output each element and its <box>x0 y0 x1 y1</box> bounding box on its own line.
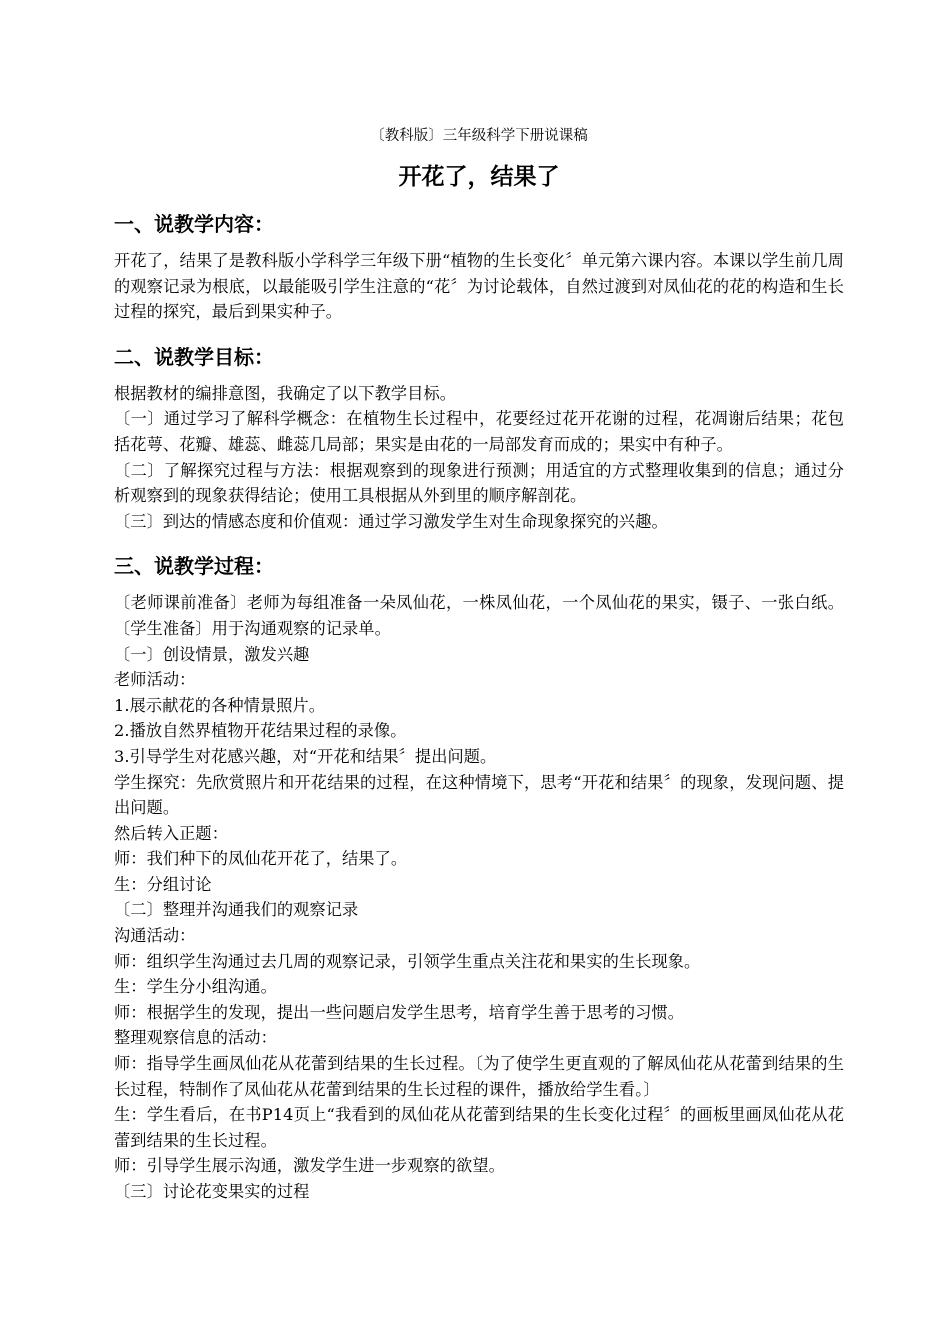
paragraph: 2.播放自然界植物开花结果过程的录像。 <box>114 721 407 741</box>
section-heading: 二、说教学目标： <box>114 344 274 369</box>
paragraph: 整理观察信息的活动： <box>114 1028 277 1048</box>
paragraph: 〔三〕讨论花变果实的过程 <box>114 1182 310 1201</box>
paragraph: 沟通活动： <box>114 926 196 946</box>
document-subtitle: 〔教科版〕三年级科学下册说课稿 <box>370 128 588 144</box>
paragraph: 然后转入正题： <box>114 823 229 843</box>
paragraph: 生：学生看后，在书P14页上“我看到的凤仙花从花蕾到结果的生长变化过程〞的画板里画凤仙花从花蕾到结果的生长过程。 <box>114 1105 844 1150</box>
paragraph: 〔一〕创设情景，激发兴趣 <box>114 644 310 664</box>
paragraph: 1.展示献花的各种情景照片。 <box>114 695 326 715</box>
document-page <box>114 120 844 1205</box>
paragraph: 3.引导学生对花感兴趣，对“开花和结果〞提出问题。 <box>114 746 497 766</box>
section-heading: 一、说教学内容： <box>114 212 274 236</box>
paragraph: 师：我们种下的凤仙花开花了，结果了。 <box>114 849 408 869</box>
paragraph: 根据教材的编排意图，我确定了以下教学目标。 <box>114 383 457 403</box>
paragraph: 师：根据学生的发现，提出一些问题启发学生思考，培育学生善于思考的习惯。 <box>114 1002 685 1022</box>
document-title: 开花了，结果了 <box>398 164 560 190</box>
section-heading: 三、说教学过程： <box>114 554 274 579</box>
paragraph: 老师活动： <box>114 670 196 690</box>
paragraph: 师：指导学生画凤仙花从花蕾到结果的生长过程。〔为了使学生更直观的了解凤仙花从花蕾到结果的生长过程，特制作了凤仙花从花蕾到结果的生长过程的课件，播放给学生看。〕 <box>114 1054 844 1099</box>
paragraph: 学生探究：先欣赏照片和开花结果的过程，在这种情境下，思考“开花和结果〞的现象，发现问题、提出问题。 <box>114 772 844 818</box>
paragraph: 〔二〕整理并沟通我们的观察记录 <box>114 900 359 920</box>
section-teaching-content <box>114 210 844 325</box>
paragraph: 生：分组讨论 <box>114 874 212 894</box>
paragraph: 师：组织学生沟通过去几周的观察记录，引领学生重点关注花和果实的生长现象。 <box>114 951 701 971</box>
paragraph: 开花了，结果了是教科版小学科学三年级下册“植物的生长变化〞单元第六课内容。本课以学生前几周的观察记录为根底，以最能吸引学生注意的“花〞为讨论载体，自然过渡到对凤仙花的花的构造和生长过程的探究，最后到果实种子。 <box>114 251 844 322</box>
section-teaching-process <box>114 552 844 1204</box>
paragraph: 生：学生分小组沟通。 <box>114 977 277 997</box>
paragraph: 〔三〕到达的情感态度和价值观：通过学习激发学生对生命现象探究的兴趣。 <box>114 511 668 531</box>
paragraph: 师：引导学生展示沟通，激发学生进一步观察的欲望。 <box>114 1156 505 1176</box>
paragraph: 〔一〕通过学习了解科学概念：在植物生长过程中，花要经过花开花谢的过程，花凋谢后结果；花包括花萼、花瓣、雄蕊、雌蕊几局部；果实是由花的一局部发育而成的；果实中有种子。 <box>114 409 844 454</box>
paragraph: 〔二〕了解探究过程与方法：根据观察到的现象进行预测；用适宜的方式整理收集到的信息；通过分析观察到的现象获得结论；使用工具根据从外到里的顺序解剖花。 <box>114 460 844 506</box>
section-teaching-goals <box>114 343 844 535</box>
paragraph: 〔老师课前准备〕老师为每组准备一朵凤仙花，一株凤仙花，一个凤仙花的果实，镊子、一张白纸。〔学生准备〕用于沟通观察的记录单。 <box>114 593 844 638</box>
